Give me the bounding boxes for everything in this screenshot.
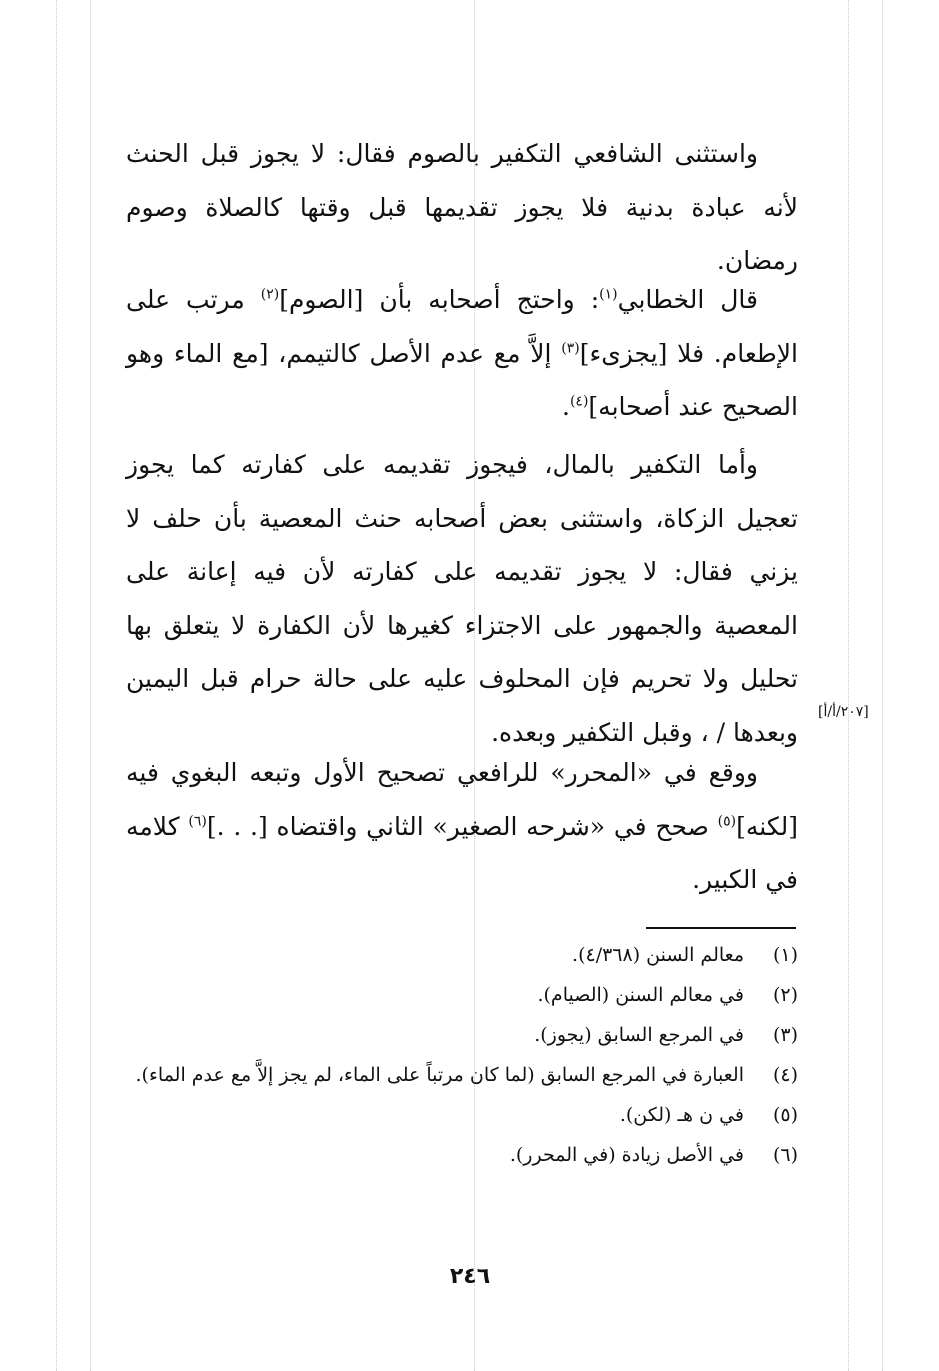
scan-dotted-rule (882, 0, 883, 1371)
footnote-text: في المرجع السابق (يجوز). (534, 1024, 744, 1046)
paragraph-3 (126, 438, 798, 759)
manuscript-folio-reference: [٢٠٧/أ/أ] (818, 704, 869, 720)
footnote-marker: (٤) (569, 393, 589, 410)
paragraph-1 (126, 127, 798, 288)
footnote (126, 1139, 798, 1171)
footnotes (126, 939, 798, 1179)
footnote (126, 1059, 798, 1091)
footnote-marker: (٥) (717, 813, 737, 830)
footnote-text: في معالم السنن (الصيام). (537, 984, 744, 1006)
footnote-text: في الأصل زيادة (في المحرر). (509, 1144, 744, 1166)
page-number: ٢٤٦ (449, 1264, 491, 1289)
footnote-text: العبارة في المرجع السابق (لما كان مرتباً على الماء، لم يجز إلاَّ مع عدم الماء). (135, 1064, 744, 1086)
paragraph-text: : واحتج أصحابه بأن [الصوم] (279, 285, 600, 314)
footnote-marker: (٢) (260, 286, 280, 303)
scan-dotted-rule (56, 0, 57, 1371)
footnote (126, 979, 798, 1011)
footnote-number: (٣) (772, 1024, 798, 1046)
paragraph-2 (126, 273, 798, 434)
paragraph-text: ووقع في «المحرر» للرافعي تصحيح الأول وتبعه البغوي فيه [لكنه] (126, 758, 799, 841)
footnote-number: (٤) (772, 1064, 798, 1086)
footnote-number: (١) (772, 944, 798, 966)
footnote-number: (٢) (772, 984, 798, 1006)
paragraph-text: قال الخطابي (617, 285, 758, 314)
footnote-text: معالم السنن (٤/٣٦٨). (572, 944, 744, 966)
footnote-marker: (٣) (561, 340, 580, 357)
scan-dotted-rule (90, 0, 91, 1371)
paragraph-text: . (561, 392, 570, 421)
footnote-text: في ن هـ (لكن). (619, 1104, 744, 1126)
paragraph-text: صحح في «شرحه الصغير» الثاني واقتضاه [. . .] (206, 811, 718, 841)
paragraph-text: مرتب على الإطعام. فلا [يجزىء] (126, 285, 798, 368)
footnote (126, 939, 798, 971)
paragraph-text: واستثنى الشافعي التكفير بالصوم فقال: لا يجوز قبل الحنث لأنه عبادة بدنية فلا يجوز تقديمها قبل وقتها كالصلاة وصوم رمضان. (126, 139, 798, 275)
footnote (126, 1099, 798, 1131)
footnote-marker: (٦) (188, 813, 207, 830)
footnote-number: (٦) (772, 1144, 798, 1166)
paragraph-text: كلامه في الكبير. (126, 811, 798, 894)
scan-dotted-rule (848, 0, 849, 1371)
paragraph-text: إلاَّ مع عدم الأصل كالتيمم، [مع الماء وهو الصحيح عند أصحابه] (126, 338, 798, 421)
footnote (126, 1019, 798, 1051)
footnote-marker: (١) (599, 286, 618, 303)
paragraph-text: وأما التكفير بالمال، فيجوز تقديمه على كفارته كما يجوز تعجيل الزكاة، واستثنى بعض أصحابه حنث المعصية بأن حلف لا يزني فقال: لا يجوز تقديمه على كفارته لأن فيه إعانة على المعصية والجمهور على الاجتزاء كغيرها لأن الكفارة لا يتعلق بها تحليل ولا تحريم فإن المحلوف عليه على حالة حرام قبل اليمين وبعدها / ، وقبل التكفير وبعده. (126, 450, 798, 747)
paragraph-4 (126, 746, 798, 907)
footnote-separator (646, 927, 796, 929)
footnote-number: (٥) (772, 1104, 798, 1126)
